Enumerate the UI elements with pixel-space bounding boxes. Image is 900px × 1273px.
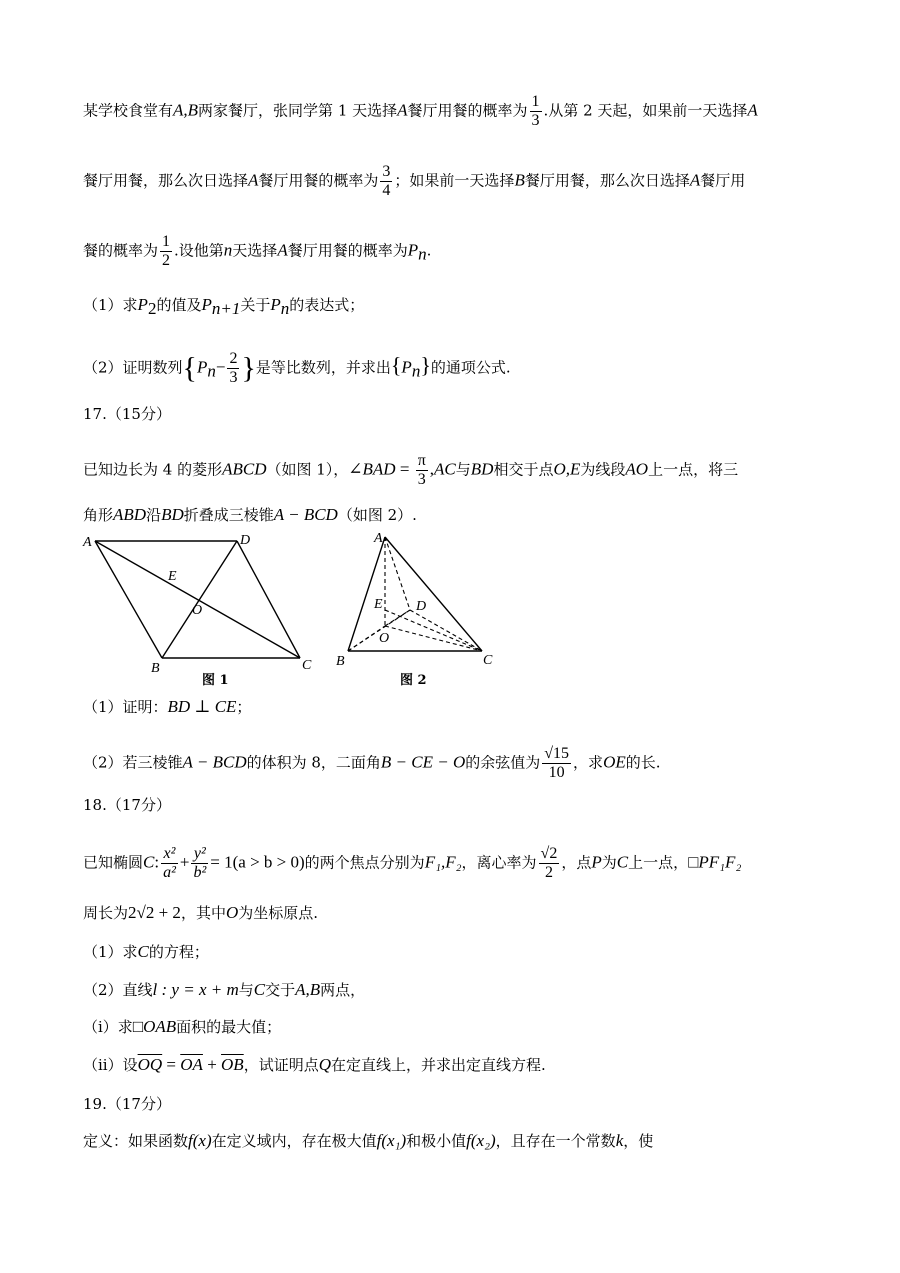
label-a: A [374,531,383,546]
q18-part-2-i: （i）求□OAB面积的最大值； [83,1017,282,1036]
segment-oc [385,626,482,651]
fraction: $\frac{3}{4}$ [382,163,391,199]
q19-heading: 19.（17分） [83,1095,171,1113]
figure-2-caption: 图 2 [400,673,427,688]
figure-1-rhombus [80,530,320,675]
q19-line-1: 定义：如果函数f(x)在定义域内，存在极大值f(x₁)和极小值f(x₂)，且存在一个常数k，使 [83,1131,654,1150]
label-e: E [374,597,383,612]
edge-ad-hidden [385,537,410,610]
fraction: $\frac{2}{3}$ [229,350,238,386]
fraction: $\frac{1}{2}$ [162,233,171,269]
q17-line-2: 角形ABD沿BD折叠成三棱锥A − BCD（如图 2）. [83,505,417,524]
q16-line-2: 餐厅用餐，那么次日选择A餐厅用餐的概率为 $\frac{3}{4}$ ；如果前一天选择B餐厅用餐，那么次日选择A餐厅用 [83,163,746,199]
label-a: A [83,535,92,550]
figure-2-tetrahedron [330,528,510,673]
q17-line-1: 已知边长为 4 的菱形ABCD（如图 1），∠BAD = $\frac{\pi}{3}$ ,AC与BD相交于点O,E为线段AO上一点，将三 [83,452,739,488]
fraction: $\frac{\text{y²}}{\text{b²}}$ [193,845,207,881]
edge-ac [385,537,482,651]
edge-ba [95,541,162,658]
q17-part-2: （2）若三棱锥A − BCD的体积为 8，二面角B − CE − O的余弦值为 $\frac{√15}{10}$ ，求OE的长. [83,745,661,781]
label-b: B [151,661,160,675]
q16-part-1: （1）求$P_2$的值及$P_{n+1}$关于$P_n$的表达式； [83,295,365,318]
q16-part-2: （2）证明数列{$P_n-$ $\frac{2}{3}$ }是等比数列，并求出$\{P_n\}$的通项公式. [83,350,511,386]
fraction: $\frac{\text{x²}}{\text{a²}}$ [163,845,176,881]
label-e: E [168,569,177,584]
diagonal-bd [162,541,237,658]
figure-1-caption: 图 1 [202,673,229,688]
q17-part-1: （1）证明：BD ⊥ CE； [83,697,252,716]
fraction: $\frac{\pi}{3}$ [417,452,426,488]
q18-heading: 18.（17分） [83,796,171,814]
q17-heading: 17.（15分） [83,405,171,423]
label-d: D [240,533,251,548]
fraction: $\frac{√15}{10}$ [544,745,570,781]
label-b: B [336,654,345,669]
q18-line-2: 周长为2√2 + 2，其中O为坐标原点. [83,903,319,922]
label-d: D [416,599,427,614]
label-c: C [302,658,312,673]
q16-line-3: 餐的概率为 $\frac{1}{2}$ .设他第n天选择A餐厅用餐的概率为$P_n$. [83,233,432,269]
edge-dc-hidden [410,610,482,651]
q18-part-1: （1）求C的方程； [83,942,209,961]
q18-line-1: 已知椭圆C: $\frac{\text{x²}}{\text{a²}}$ + $\frac{\text{y²}}{\text{b²}}$ = 1(a > b > 0)的两个焦点分别为F₁,F₂，离心率为 $\frac{√2}{2}$ ，点P为C上一点，□PF₁F₂ [83,845,742,881]
fraction: $\frac{√2}{2}$ [540,845,558,881]
label-c: C [483,653,493,668]
label-o: O [379,631,390,646]
fraction: $\frac{1}{3}$ [531,93,540,129]
q18-part-2-ii: （ii）设$\overline{OQ} = \overline{OA} + \overline{OB}$，试证明点Q在定直线上，并求出定直线方程. [83,1055,546,1074]
q16-line-1: 某学校食堂有A,B两家餐厅，张同学第 1 天选择A餐厅用餐的概率为 $\frac{1}{3}$ .从第 2 天起，如果前一天选择A [83,93,758,129]
label-o: O [192,603,203,618]
q18-part-2: （2）直线l : y = x + m与C交于A,B两点， [83,980,366,999]
